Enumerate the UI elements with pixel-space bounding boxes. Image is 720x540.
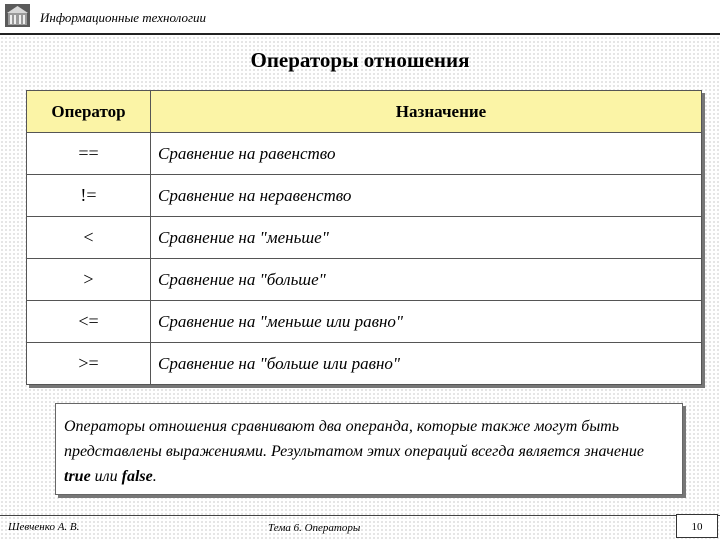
operator-cell: >= <box>27 343 151 385</box>
course-title: Информационные технологии <box>40 10 207 25</box>
note-false-keyword: false <box>121 468 153 485</box>
header-divider <box>0 33 720 35</box>
table-row <box>27 343 702 385</box>
operators-table <box>26 90 702 385</box>
operator-cell: == <box>27 133 151 175</box>
building-logo-icon <box>4 3 31 28</box>
footer-divider <box>0 515 720 516</box>
purpose-cell: Сравнение на "меньше" <box>151 217 702 259</box>
table-row <box>27 301 702 343</box>
footer-topic: Тема 6. Операторы <box>268 522 361 534</box>
column-header-purpose: Назначение <box>151 91 702 133</box>
purpose-cell: Сравнение на "больше или равно" <box>151 343 702 385</box>
table-row <box>27 259 702 301</box>
note-text: Операторы отношения сравнивают два операнда, которые также могут быть представлены выражениями. Результатом этих операций всегда является значение <box>64 418 645 460</box>
purpose-cell: Сравнение на "больше" <box>151 259 702 301</box>
operator-cell: > <box>27 259 151 301</box>
note-box <box>55 403 683 495</box>
table-row <box>27 175 702 217</box>
purpose-cell: Сравнение на неравенство <box>151 175 702 217</box>
purpose-cell: Сравнение на равенство <box>151 133 702 175</box>
table-row <box>27 133 702 175</box>
purpose-cell: Сравнение на "меньше или равно" <box>151 301 702 343</box>
page-title: Операторы отношения <box>250 48 470 72</box>
column-header-operator: Оператор <box>27 91 151 133</box>
note-true-keyword: true <box>64 468 91 485</box>
table-header-row <box>27 91 702 133</box>
header-bar <box>0 0 720 34</box>
note-end: . <box>152 468 157 485</box>
operator-cell: != <box>27 175 151 217</box>
footer-author: Шевченко А. В. <box>8 521 80 533</box>
operator-cell: < <box>27 217 151 259</box>
note-or-word: или <box>90 468 122 485</box>
table-row <box>27 217 702 259</box>
operator-cell: <= <box>27 301 151 343</box>
page-number: 10 <box>676 514 718 538</box>
